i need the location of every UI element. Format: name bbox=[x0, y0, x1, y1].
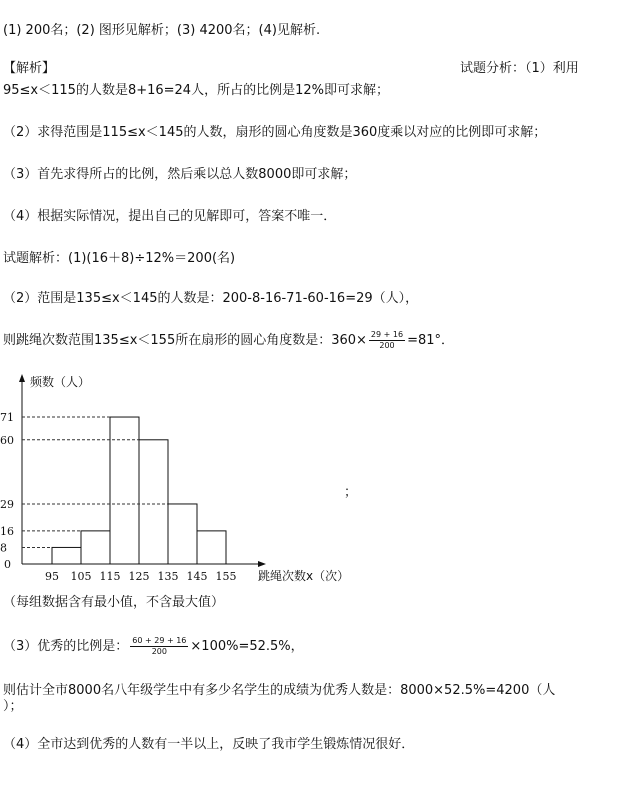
histogram-bar bbox=[81, 531, 110, 564]
solution-step-3 bbox=[3, 330, 454, 351]
solution-step-2: （2）范围是135≤x＜145的人数是：200-8-16-71-60-16=29（人）， bbox=[3, 291, 419, 306]
x-tick-label: 125 bbox=[128, 570, 150, 583]
solution-step-4-result: ×100%=52.5%， bbox=[190, 639, 304, 654]
x-tick-label: 135 bbox=[157, 570, 179, 583]
solution-step-4-text: （3）优秀的比例是： bbox=[3, 639, 129, 654]
solution-step-6: （4）全市达到优秀的人数有一半以上，反映了我市学生锻炼情况很好． bbox=[3, 737, 415, 752]
y-tick-label: 71 bbox=[0, 411, 14, 425]
solution-step-1: 试题解析：(1)(16＋8)÷12%＝200(名) bbox=[3, 251, 236, 266]
analysis-point-1: 95≤x＜115的人数是8+16=24人，所占的比例是12%即可求解； bbox=[3, 83, 389, 98]
histogram-bar bbox=[168, 504, 197, 564]
histogram-semicolon: ； bbox=[344, 485, 358, 500]
histogram-note: （每组数据含有最小值，不含最大值） bbox=[3, 595, 225, 610]
fraction bbox=[369, 330, 405, 351]
histogram-bar bbox=[52, 547, 81, 564]
fraction-denominator: 200 bbox=[151, 647, 167, 656]
analysis-point-2: （2）求得范围是115≤x＜145的人数，扇形的圆心角度数是360度乘以对应的比例即可求解； bbox=[3, 125, 547, 140]
x-tick-label: 145 bbox=[186, 570, 208, 583]
x-axis-label: 跳绳次数x（次） bbox=[258, 569, 350, 583]
y-tick-label: 8 bbox=[0, 541, 7, 555]
y-axis-label: 频数（人） bbox=[30, 375, 91, 389]
x-tick-label: 95 bbox=[45, 570, 59, 583]
histogram-bar bbox=[110, 417, 139, 564]
x-axis-arrow bbox=[258, 561, 266, 567]
y-tick-label: 29 bbox=[0, 497, 14, 511]
y-tick-label: 16 bbox=[0, 524, 14, 538]
histogram-bar bbox=[197, 531, 226, 564]
analysis-label: 【解析】 bbox=[3, 61, 56, 76]
solution-step-3-text: 则跳绳次数范围135≤x＜155所在扇形的圆心角度数是：360× bbox=[3, 333, 367, 348]
fraction-numerator: 29 + 16 bbox=[370, 330, 404, 339]
histogram bbox=[0, 368, 400, 608]
solution-step-3-result: =81°． bbox=[407, 333, 455, 348]
histogram-bar bbox=[139, 440, 168, 564]
analysis-intro: 试题分析：（1）利用 bbox=[460, 61, 579, 76]
solution-step-5-end: ）； bbox=[3, 699, 23, 714]
x-tick-label: 115 bbox=[99, 570, 121, 583]
fraction-denominator: 200 bbox=[379, 341, 395, 350]
solution-step-4 bbox=[3, 636, 304, 657]
y-axis-arrow bbox=[19, 374, 25, 382]
fraction-numerator: 60 + 29 + 16 bbox=[132, 636, 187, 645]
fraction bbox=[130, 636, 188, 657]
solution-step-5: 则估计全市8000名八年级学生中有多少名学生的成绩为优秀人数是：8000×52.5%=4200（人 bbox=[3, 683, 556, 698]
analysis-point-4: （4）根据实际情况，提出自己的见解即可，答案不唯一． bbox=[3, 209, 337, 224]
answer-summary: (1) 200名；(2) 图形见解析；(3) 4200名；(4)见解析. bbox=[3, 23, 321, 38]
analysis-point-3: （3）首先求得所占的比例，然后乘以总人数8000即可求解； bbox=[3, 167, 357, 182]
y-tick-label: 60 bbox=[0, 433, 14, 447]
x-tick-label: 155 bbox=[215, 570, 237, 583]
y-tick-label: 0 bbox=[4, 558, 11, 571]
x-tick-label: 105 bbox=[70, 570, 92, 583]
